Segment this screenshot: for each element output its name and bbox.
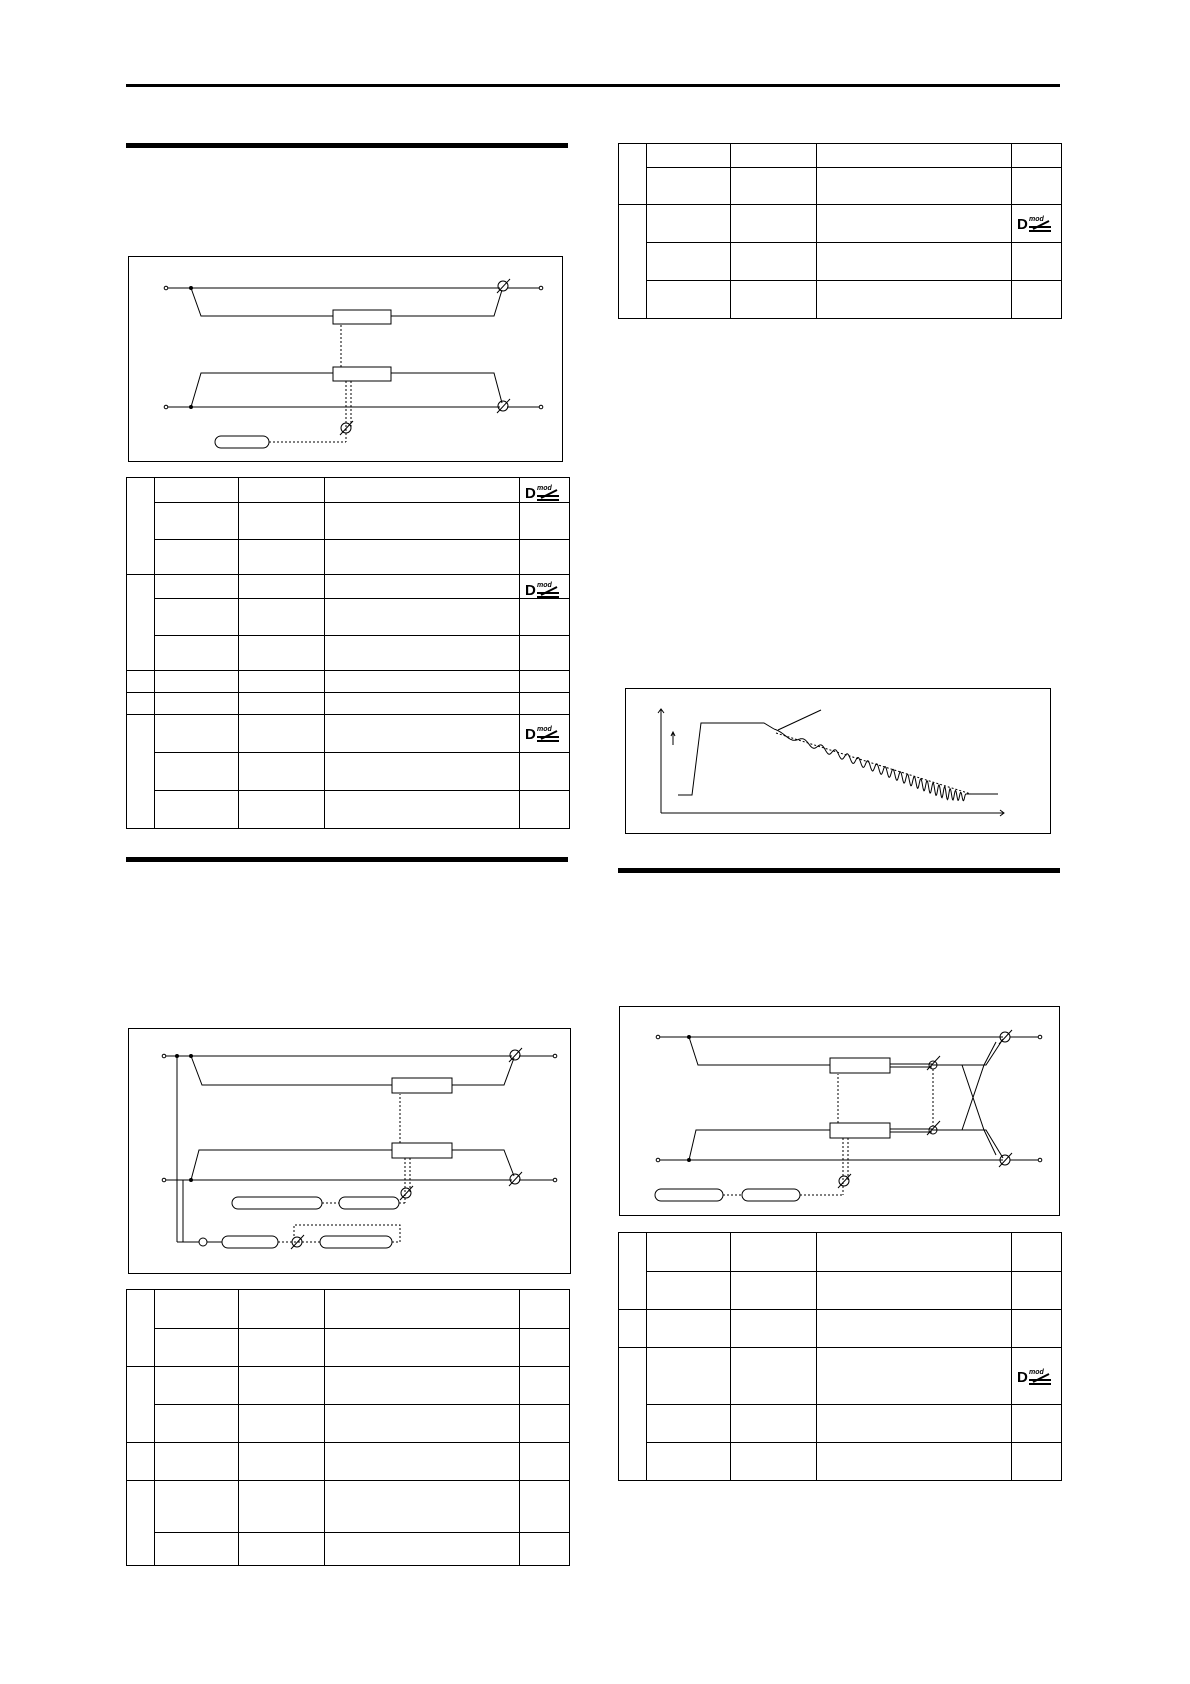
- parameter-table-3: [618, 143, 1062, 319]
- svg-text:D: D: [1017, 1369, 1028, 1386]
- dmod-icon: [525, 579, 565, 599]
- page-top-rule: [126, 84, 1060, 87]
- svg-text:mod: mod: [537, 582, 552, 589]
- table-row: [154, 790, 569, 829]
- table-row: [154, 714, 569, 753]
- table-row: [154, 752, 569, 791]
- dmod-icon: [525, 723, 565, 743]
- table-row: [646, 1309, 1061, 1348]
- svg-text:D: D: [525, 485, 536, 502]
- table-row: [154, 1366, 569, 1405]
- table-row: [154, 692, 569, 715]
- signal-flow-diagram-2: [128, 1028, 571, 1274]
- svg-text:D: D: [1017, 216, 1028, 233]
- table-row: [154, 502, 569, 540]
- table-row: [646, 144, 1061, 167]
- table-row: [154, 1328, 569, 1367]
- table-row: [646, 1404, 1061, 1443]
- table-row: [646, 280, 1061, 319]
- svg-text:mod: mod: [1029, 216, 1044, 223]
- envelope-graph: [625, 688, 1051, 834]
- table-row: [646, 242, 1061, 281]
- section-bar-2: [126, 857, 568, 862]
- table-row: [646, 1442, 1061, 1481]
- section-bar-1: [126, 143, 568, 148]
- table-row: [646, 1271, 1061, 1310]
- dmod-icon: [1017, 1366, 1057, 1386]
- signal-flow-diagram-3: [619, 1006, 1060, 1216]
- svg-text:mod: mod: [537, 726, 552, 733]
- svg-text:D: D: [525, 582, 536, 599]
- parameter-table-2: [126, 1289, 570, 1566]
- table-row: [154, 1290, 569, 1328]
- table-row: [154, 539, 569, 575]
- table-row: [154, 1532, 569, 1566]
- dmod-icon: [1017, 213, 1057, 233]
- table-row: [154, 1480, 569, 1533]
- parameter-table-1: [126, 477, 570, 829]
- parameter-table-4: [618, 1232, 1062, 1481]
- table-row: [154, 598, 569, 636]
- dmod-icon: [525, 482, 565, 502]
- table-row: [646, 167, 1061, 205]
- table-row: [154, 635, 569, 671]
- svg-text:mod: mod: [1029, 1369, 1044, 1376]
- svg-text:mod: mod: [537, 485, 552, 492]
- table-row: [646, 1233, 1061, 1271]
- table-row: [154, 1442, 569, 1481]
- svg-text:D: D: [525, 726, 536, 743]
- table-row: [646, 204, 1061, 243]
- table-row: [154, 574, 569, 599]
- signal-flow-diagram-1: [128, 256, 563, 462]
- table-row: [154, 670, 569, 693]
- table-row: [154, 478, 569, 502]
- section-bar-3: [618, 868, 1060, 873]
- table-row: [646, 1347, 1061, 1405]
- table-row: [154, 1404, 569, 1443]
